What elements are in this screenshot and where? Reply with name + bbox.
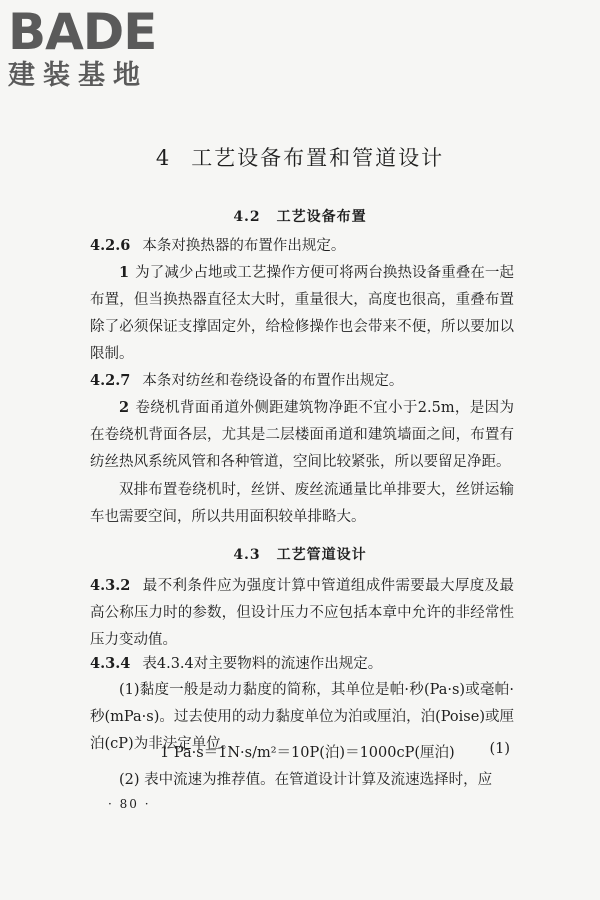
clause-text: 表4.3.4对主要物料的流速作出规定。: [142, 656, 383, 672]
section-number: 4.2: [233, 209, 261, 225]
clause-number: 4.2.7: [90, 372, 131, 389]
clause-number: 4.3.2: [90, 577, 131, 594]
clause-4-2-7: [90, 367, 514, 395]
paragraph-text: (1)黏度一般是动力黏度的简称，其单位是帕·秒(Pa·s)或毫帕·秒(mPa·s)。过去使用的动力黏度单位为泊或厘泊，泊(Poise)或厘泊(cP)为非法定单位。: [90, 682, 514, 752]
formula-number: (1): [489, 741, 510, 757]
paragraph-text: (2) 表中流速为推荐值。在管道设计计算及流速选择时，应: [119, 772, 493, 788]
item-text: 卷绕机背面甬道外侧距建筑物净距不宜小于2.5m，是因为在卷绕机背面各层，尤其是二层楼面甬道和建筑墙面之间，布置有纺丝热风系统风管和各种管道，空间比较紧张，所以要留足净距。: [90, 400, 514, 470]
clause-4-3-4-note-2: [90, 767, 514, 794]
chapter-heading: [0, 142, 600, 172]
logo-word: BADE: [8, 3, 157, 61]
section-title: 工艺管道设计: [276, 547, 367, 563]
clause-4-3-4: [90, 650, 514, 678]
chapter-number: 4: [155, 146, 172, 170]
clause-4-2-7-item-2: [90, 394, 514, 476]
clause-number: 4.3.4: [90, 655, 131, 672]
item-text: 为了减少占地或工艺操作方便可将两台换热设备重叠在一起布置，但当换热器直径太大时，重量很大，高度也很高，重叠布置除了必须保证支撑固定外，给检修操作也会带来不便，所以要加以限制。: [90, 265, 514, 362]
item-number: 1: [119, 264, 130, 281]
clause-4-2-6: [90, 232, 514, 260]
bade-logo: [8, 3, 188, 92]
formula-text: 1 Pa·s＝1N·s/m²＝10P(泊)＝1000cP(厘泊): [160, 745, 455, 761]
clause-4-2-7-extra: [90, 477, 514, 531]
paragraph-text: 双排布置卷绕机时，丝饼、废丝流通量比单排要大，丝饼运输车也需要空间，所以共用面积较单排略大。: [90, 482, 514, 525]
section-title: 工艺设备布置: [276, 209, 367, 225]
item-number: 2: [119, 399, 130, 416]
chapter-title: 工艺设备布置和管道设计: [191, 146, 445, 170]
viscosity-formula: [160, 741, 510, 762]
section-number: 4.3: [233, 547, 261, 563]
clause-text: 本条对纺丝和卷绕设备的布置作出规定。: [142, 373, 404, 389]
section-heading-4-3: [0, 544, 600, 564]
section-heading-4-2: [0, 206, 600, 226]
clause-text: 最不利条件应为强度计算中管道组成件需要最大厚度及最高公称压力时的参数，但设计压力不应包括本章中允许的非经常性压力变动值。: [90, 578, 514, 648]
page-number: · 80 ·: [108, 797, 151, 811]
clause-4-2-6-item-1: [90, 259, 514, 368]
clause-text: 本条对换热器的布置作出规定。: [142, 238, 346, 254]
logo-subtitle: 建装基地: [8, 60, 148, 91]
clause-4-3-2: [90, 572, 514, 654]
clause-number: 4.2.6: [90, 237, 131, 254]
